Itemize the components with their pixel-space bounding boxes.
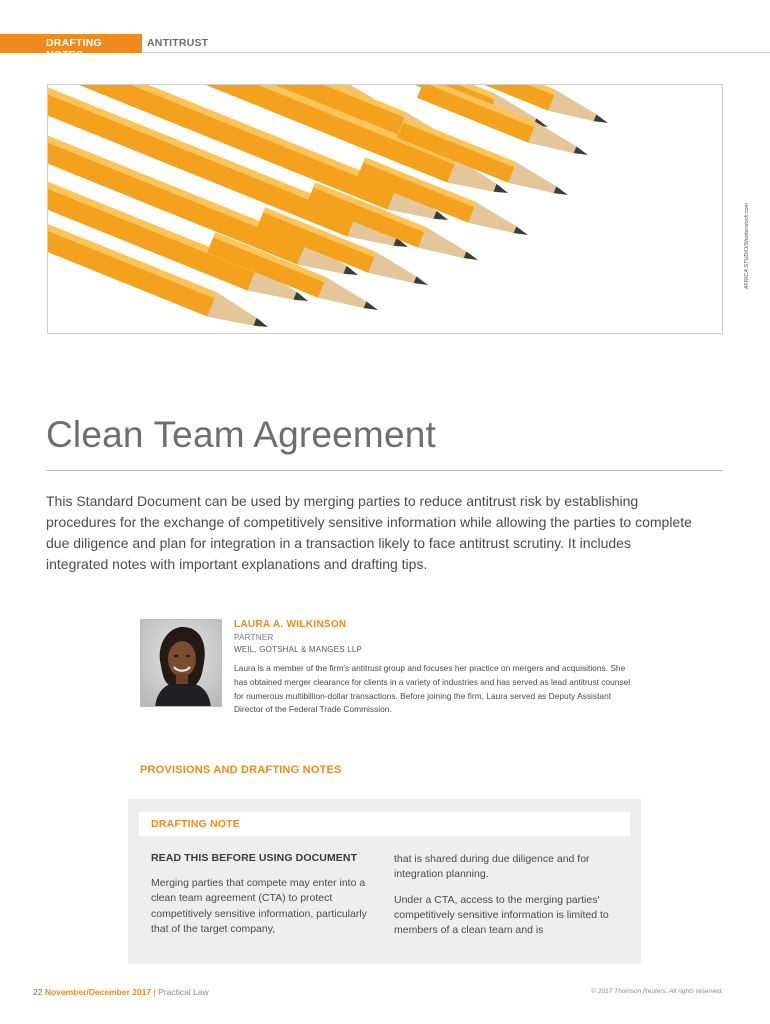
photo-credit: AFRICA STUDIO/Shutterstock.com — [744, 202, 750, 290]
header-tab-bar — [0, 34, 770, 61]
author-photo — [141, 620, 222, 707]
pencils-illustration — [48, 85, 723, 334]
author-bio: Laura is a member of the firm's antitrust group and focuses her practice on mergers and acquisitions. She has obtained merger clearance for clients in a variety of industries and has served as lead antitrust counsel for numerous multibillion-dollar transactions. Before joining the firm, Laura served as Deputy Assistant Director of the Federal Trade Commission. — [234, 663, 631, 715]
drafting-note-text-3: Under a CTA, access to the merging parties' competitively sensitive information is limited to members of a clean team and is — [394, 893, 609, 937]
section-heading: PROVISIONS AND DRAFTING NOTES — [140, 764, 342, 776]
drafting-note-label: DRAFTING NOTE — [151, 818, 240, 830]
copyright-notice: © 2017 Thomson Reuters. All rights reserved. — [591, 988, 723, 995]
drafting-note-column-1 — [151, 852, 381, 937]
footer-left — [33, 987, 209, 997]
intro-paragraph: This Standard Document can be used by merging parties to reduce antitrust risk by establishing procedures for the exchange of competitively sensitive information while allowing the parties to complete due diligence and plan for integration in a transaction likely to face antitrust scrutiny. It includes integrated notes with important explanations and drafting tips. — [46, 493, 692, 572]
author-role: PARTNER — [234, 633, 274, 642]
hero-image — [47, 84, 723, 334]
author-name: LAURA A. WILKINSON — [234, 619, 347, 630]
page-number: 22 — [33, 987, 43, 997]
footer-separator: | — [153, 987, 156, 997]
section-tab — [0, 34, 142, 61]
publication-name: Practical Law — [158, 987, 209, 997]
drafting-note-column-2 — [394, 852, 626, 938]
document-title: Clean Team Agreement — [46, 414, 436, 455]
drafting-note-header — [139, 812, 630, 836]
header-divider — [142, 52, 770, 53]
section-tab-label: DRAFTING NOTES — [46, 37, 102, 61]
issue-date: November/December 2017 — [44, 987, 152, 997]
category-tab-label: ANTITRUST — [147, 37, 209, 49]
drafting-note-heading: READ THIS BEFORE USING DOCUMENT — [151, 852, 358, 864]
author-firm: WEIL, GOTSHAL & MANGES LLP — [234, 645, 363, 654]
drafting-note-text-2: that is shared during due diligence and for integration planning. — [394, 853, 590, 881]
drafting-note-text-1: Merging parties that compete may enter into a clean team agreement (CTA) to protect competitively sensitive information, particularly that of the target company, — [151, 877, 367, 935]
author-portrait — [140, 619, 222, 707]
title-divider — [46, 470, 723, 471]
